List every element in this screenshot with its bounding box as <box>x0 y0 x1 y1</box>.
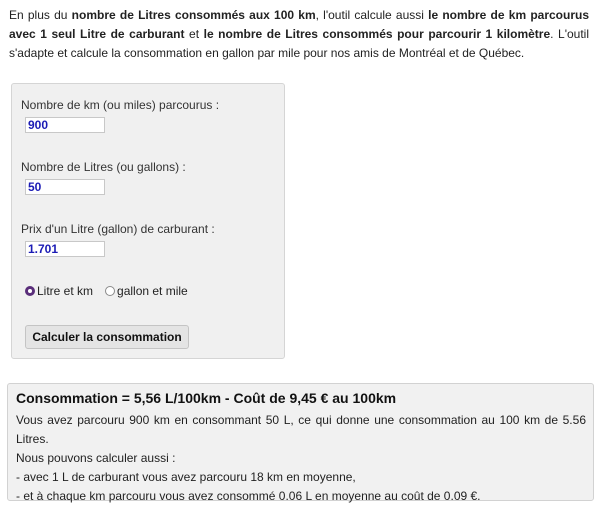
calculator-form <box>11 83 285 359</box>
price-label: Prix d'un Litre (gallon) de carburant : <box>21 222 215 236</box>
intro-bold-1: nombre de Litres consommés aux 100 km <box>71 8 316 22</box>
unit-selector <box>25 284 188 298</box>
radio-litre-km-label[interactable]: Litre et km <box>37 284 94 298</box>
intro-paragraph <box>9 6 589 63</box>
intro-text-3: et <box>184 27 204 41</box>
distance-label: Nombre de km (ou miles) parcourus : <box>21 98 220 112</box>
liters-input[interactable] <box>25 179 105 195</box>
intro-bold-3: le nombre de Litres consommés pour parcourir 1 kilomètre <box>203 27 551 41</box>
liters-label: Nombre de Litres (ou gallons) : <box>21 160 186 174</box>
intro-text-2: , l'outil calcule aussi <box>315 8 429 22</box>
intro-text-4: . L'outil s'adapte et calcule la consommation en gallon par mile pour nos amis de Montréal et de Québec. <box>9 27 590 60</box>
result-line: - avec 1 L de carburant vous avez parcouru 18 km en moyenne, <box>16 470 356 484</box>
distance-input[interactable] <box>25 117 105 133</box>
intro-text-1: En plus du <box>9 8 72 22</box>
result-title: Consommation = 5,56 L/100km - Coût de 9,45 € au 100km <box>16 390 397 406</box>
price-input[interactable] <box>25 241 105 257</box>
intro-bold-2: le nombre de km parcourus avec 1 seul Litre de carburant <box>9 8 589 41</box>
result-line: Vous avez parcouru 900 km en consommant 50 L, ce qui donne une consommation au 100 km de 5.56 Litres. <box>16 413 586 446</box>
result-body <box>16 411 586 506</box>
calculate-button[interactable]: Calculer la consommation <box>25 325 189 349</box>
radio-gallon-mile[interactable] <box>105 286 115 296</box>
result-panel <box>7 383 594 501</box>
result-line: - et à chaque km parcouru vous avez consommé 0.06 L en moyenne au coût de 0.09 €. <box>16 489 481 503</box>
result-line: Nous pouvons calculer aussi : <box>16 451 176 465</box>
radio-gallon-mile-label[interactable]: gallon et mile <box>117 284 188 298</box>
radio-litre-km[interactable] <box>25 286 35 296</box>
